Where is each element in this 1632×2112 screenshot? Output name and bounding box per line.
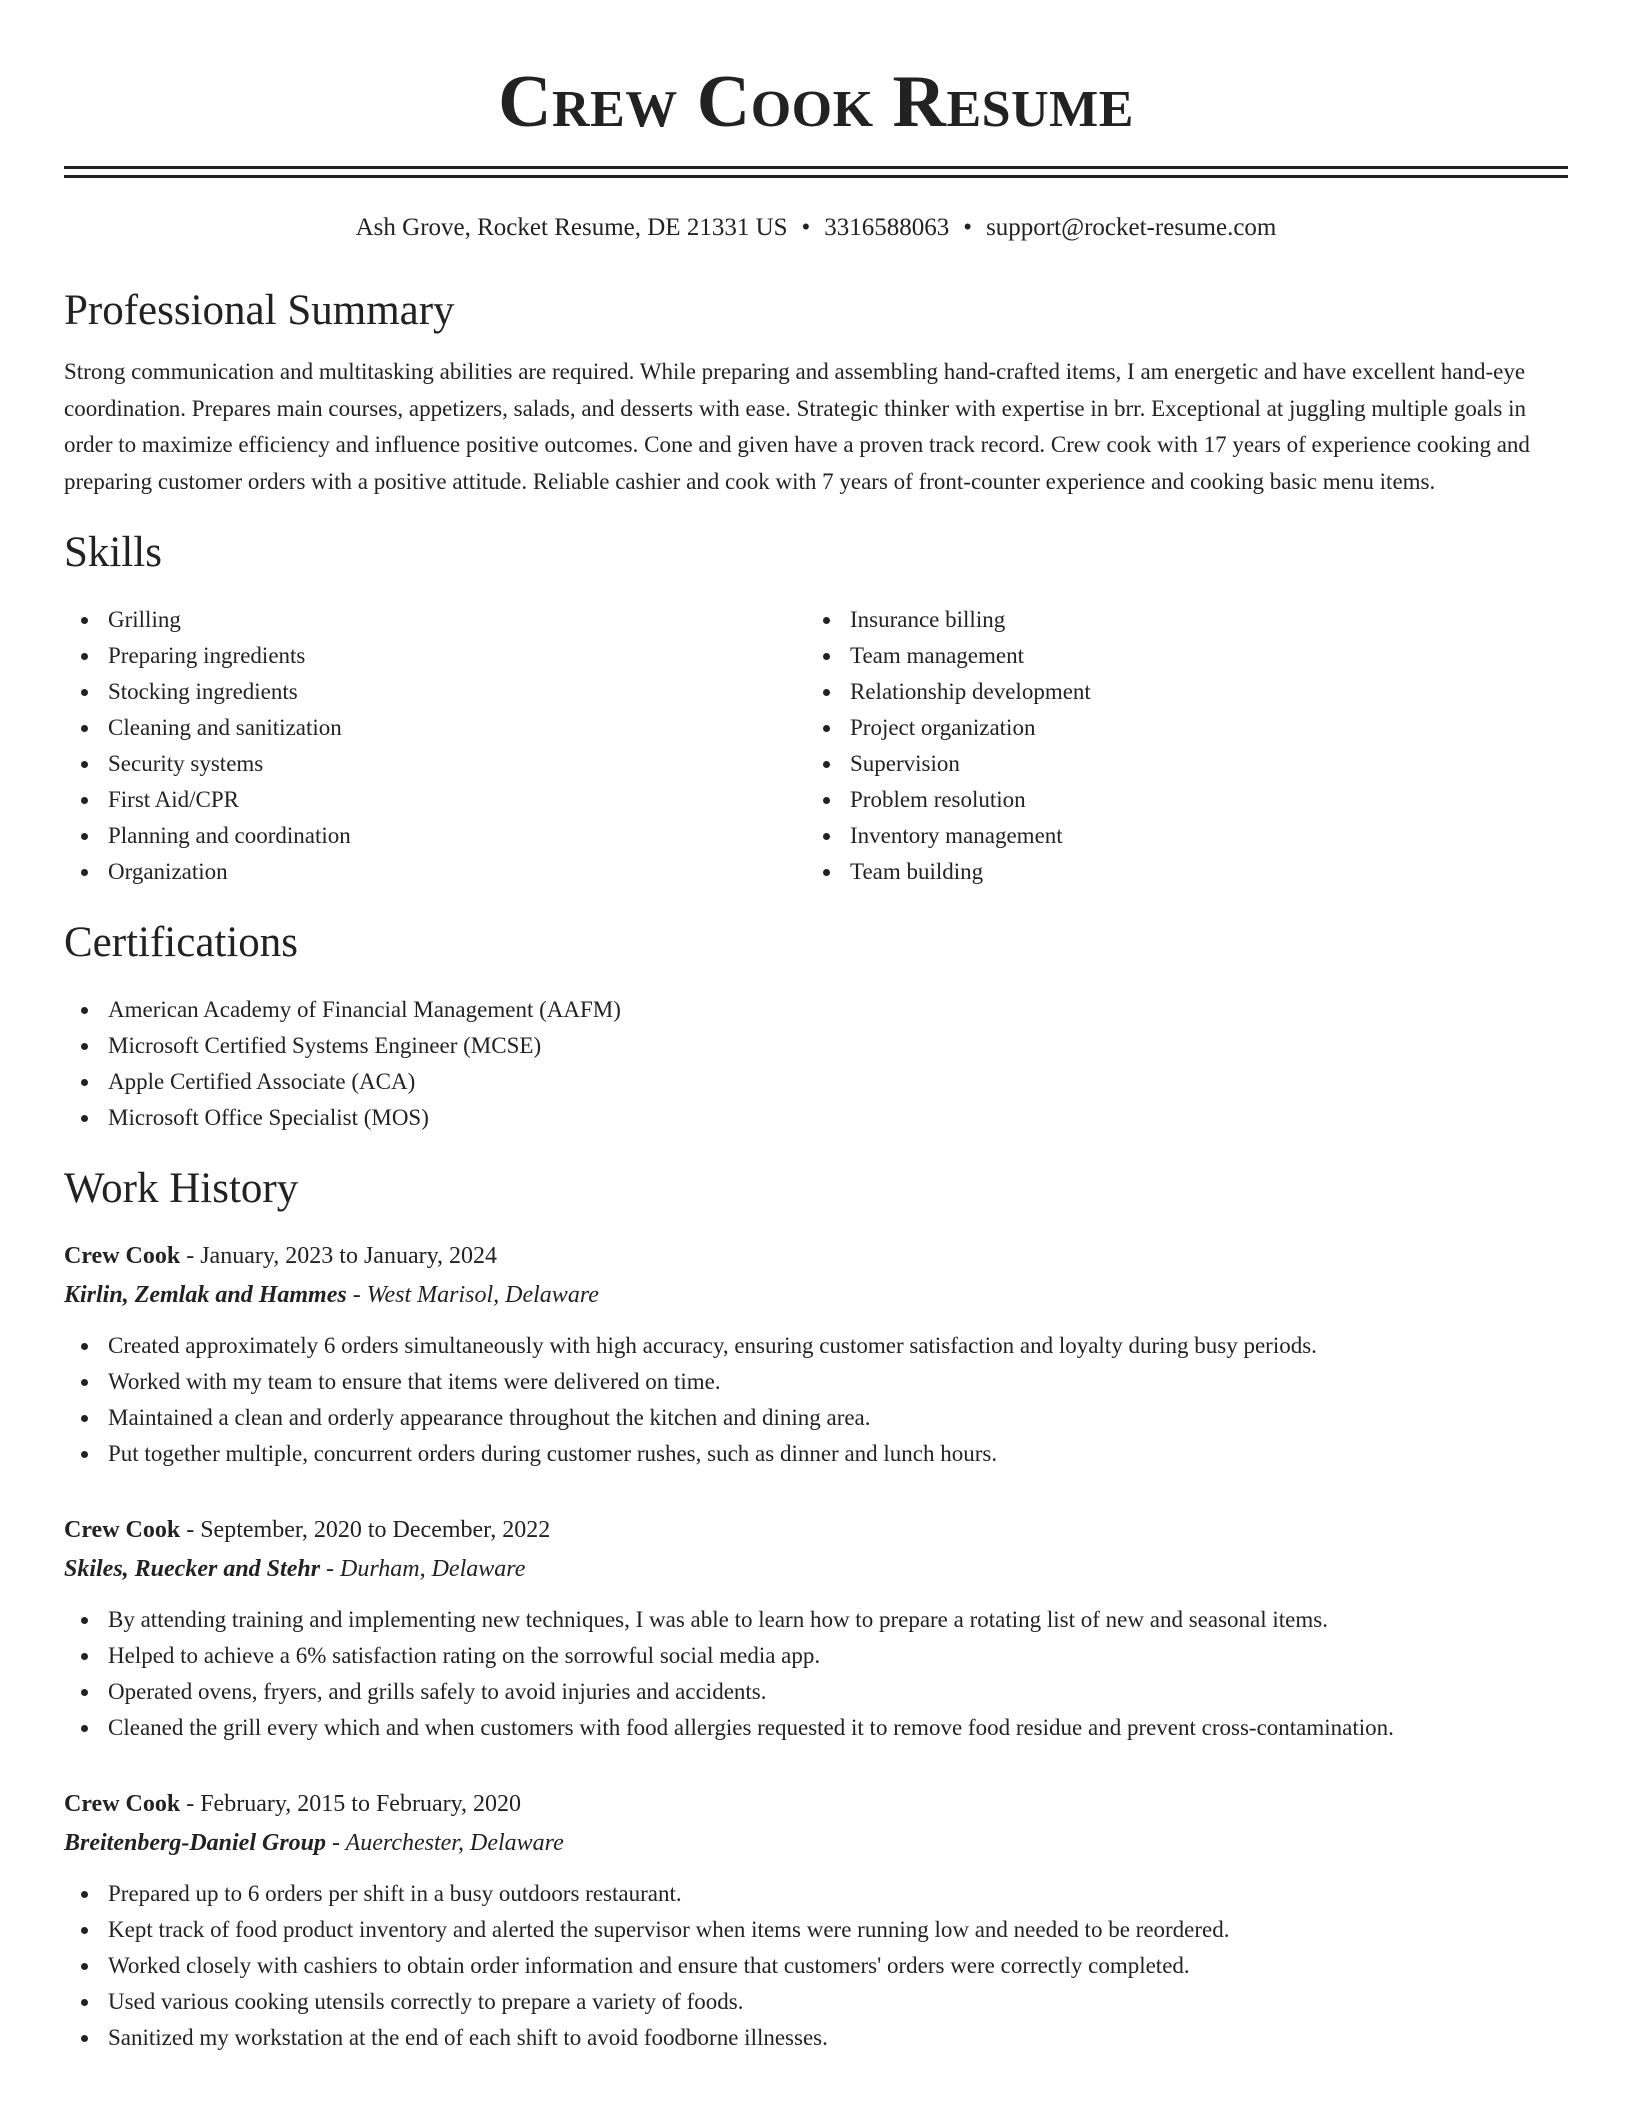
job-employer-line — [64, 1274, 1568, 1316]
skill-item: Problem resolution — [806, 782, 1548, 818]
skill-item: Insurance billing — [806, 602, 1548, 638]
skill-item: Inventory management — [806, 818, 1548, 854]
job-duty-item: Used various cooking utensils correctly to prepare a variety of foods. — [64, 1984, 1568, 2020]
certification-item: Microsoft Certified Systems Engineer (MCSE) — [64, 1028, 1568, 1064]
job-location: - Auerchester, Delaware — [326, 1830, 564, 1856]
job-duty-item: Kept track of food product inventory and alerted the supervisor when items were running low and needed to be reordered. — [64, 1912, 1568, 1948]
contact-email: support@rocket-resume.com — [986, 214, 1277, 241]
skill-item: Stocking ingredients — [64, 674, 806, 710]
title-divider-top — [64, 166, 1568, 169]
job-location: - Durham, Delaware — [320, 1556, 526, 1582]
certifications-list — [64, 992, 1568, 1136]
job-entry — [64, 1512, 1568, 1746]
summary-section — [64, 284, 1568, 500]
job-role: Crew Cook — [64, 1517, 181, 1543]
job-company: Breitenberg-Daniel Group — [64, 1830, 327, 1856]
summary-heading: Professional Summary — [64, 287, 455, 334]
job-dates: - January, 2023 to January, 2024 — [180, 1243, 498, 1269]
job-company: Skiles, Ruecker and Stehr — [64, 1556, 321, 1582]
job-duties-list — [64, 1602, 1568, 1746]
job-duties-list — [64, 1328, 1568, 1472]
job-employer-line — [64, 1822, 1568, 1864]
job-duty-item: Created approximately 6 orders simultaneously with high accuracy, ensuring customer satisfaction and loyalty during busy periods. — [64, 1328, 1568, 1364]
certifications-section — [64, 916, 1568, 1136]
contact-phone: 3316588063 — [824, 214, 950, 241]
skills-list-left — [64, 602, 806, 890]
job-duty-item: Maintained a clean and orderly appearance throughout the kitchen and dining area. — [64, 1400, 1568, 1436]
skill-item: First Aid/CPR — [64, 782, 806, 818]
skills-grid — [64, 602, 1568, 890]
job-role: Crew Cook — [64, 1243, 181, 1269]
job-title-line — [64, 1786, 1568, 1822]
skill-item: Planning and coordination — [64, 818, 806, 854]
certifications-heading: Certifications — [64, 919, 299, 966]
certification-item: Microsoft Office Specialist (MOS) — [64, 1100, 1568, 1136]
contact-line — [64, 212, 1568, 244]
job-company: Kirlin, Zemlak and Hammes — [64, 1282, 347, 1308]
job-title-line — [64, 1238, 1568, 1274]
job-duty-item: Put together multiple, concurrent orders during customer rushes, such as dinner and lunch hours. — [64, 1436, 1568, 1472]
skill-item: Project organization — [806, 710, 1548, 746]
work-history-heading: Work History — [64, 1165, 299, 1212]
job-duties-list — [64, 1876, 1568, 2056]
job-duty-item: Worked with my team to ensure that items were delivered on time. — [64, 1364, 1568, 1400]
job-role: Crew Cook — [64, 1791, 181, 1817]
job-duty-item: Helped to achieve a 6% satisfaction rating on the sorrowful social media app. — [64, 1638, 1568, 1674]
skill-item: Relationship development — [806, 674, 1548, 710]
job-duty-item: By attending training and implementing new techniques, I was able to learn how to prepare a rotating list of new and seasonal items. — [64, 1602, 1568, 1638]
title-divider-bottom — [64, 175, 1568, 178]
skill-item: Organization — [64, 854, 806, 890]
job-entry — [64, 1786, 1568, 2056]
skill-item: Security systems — [64, 746, 806, 782]
skill-item: Cleaning and sanitization — [64, 710, 806, 746]
job-employer-line — [64, 1548, 1568, 1590]
job-duty-item: Sanitized my workstation at the end of each shift to avoid foodborne illnesses. — [64, 2020, 1568, 2056]
skill-item: Team management — [806, 638, 1548, 674]
skill-item: Team building — [806, 854, 1548, 890]
job-duty-item: Worked closely with cashiers to obtain order information and ensure that customers' orders were correctly completed. — [64, 1948, 1568, 1984]
job-location: - West Marisol, Delaware — [346, 1282, 599, 1308]
contact-address: Ash Grove, Rocket Resume, DE 21331 US — [355, 214, 788, 241]
skill-item: Supervision — [806, 746, 1548, 782]
job-duty-item: Cleaned the grill every which and when customers with food allergies requested it to remove food residue and prevent cross-contamination. — [64, 1710, 1568, 1746]
skill-item: Preparing ingredients — [64, 638, 806, 674]
page-title: Crew Cook Resume — [498, 61, 1134, 143]
contact-separator: • — [963, 214, 973, 241]
job-duty-item: Prepared up to 6 orders per shift in a busy outdoors restaurant. — [64, 1876, 1568, 1912]
job-title-line — [64, 1512, 1568, 1548]
job-dates: - February, 2015 to February, 2020 — [180, 1791, 522, 1817]
certification-item: American Academy of Financial Management (AAFM) — [64, 992, 1568, 1028]
job-entry — [64, 1238, 1568, 1472]
contact-separator: • — [801, 214, 811, 241]
skill-item: Grilling — [64, 602, 806, 638]
summary-text: Strong communication and multitasking abilities are required. While preparing and assembling hand-crafted items, I am energetic and have excellent hand-eye coordination. Prepares main courses, appetizers, salads, and desserts with ease. Strategic thinker with expertise in brr. Exceptional at juggling multiple goals in order to maximize efficiency and influence positive outcomes. Cone and given have a proven track record. Crew cook with 17 years of experience cooking and preparing customer orders with a positive attitude. Reliable cashier and cook with 7 years of front-counter experience and cooking basic menu items. — [64, 359, 1530, 494]
skills-list-right — [806, 602, 1548, 890]
skills-heading: Skills — [64, 529, 162, 576]
work-history-section — [64, 1162, 1568, 2056]
skills-section — [64, 526, 1568, 890]
job-dates: - September, 2020 to December, 2022 — [180, 1517, 551, 1543]
certification-item: Apple Certified Associate (ACA) — [64, 1064, 1568, 1100]
job-duty-item: Operated ovens, fryers, and grills safely to avoid injuries and accidents. — [64, 1674, 1568, 1710]
